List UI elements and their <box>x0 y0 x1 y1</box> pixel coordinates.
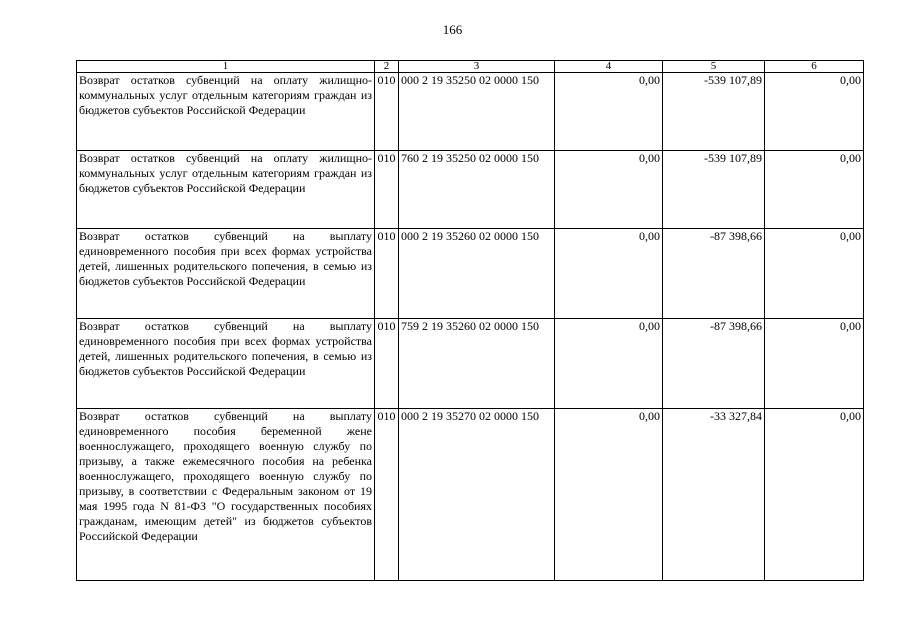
row-value-6: 0,00 <box>765 409 864 581</box>
table-row <box>77 73 864 151</box>
row-name: Возврат остатков субвенций на оплату жилищно-коммунальных услуг отдельным категориям граждан из бюджетов субъектов Российской Федерации <box>77 73 375 151</box>
row-value-5: -87 398,66 <box>663 229 765 319</box>
row-value-4: 0,00 <box>555 319 663 409</box>
header-row <box>77 61 864 73</box>
row-value-4: 0,00 <box>555 73 663 151</box>
row-code: 010 <box>375 229 399 319</box>
row-value-6: 0,00 <box>765 151 864 229</box>
row-value-5: -539 107,89 <box>663 73 765 151</box>
row-value-5: -87 398,66 <box>663 319 765 409</box>
row-kbk: 760 2 19 35250 02 0000 150 <box>399 151 555 229</box>
row-value-4: 0,00 <box>555 151 663 229</box>
column-header-6: 6 <box>765 61 864 73</box>
column-header-3: 3 <box>399 61 555 73</box>
row-name: Возврат остатков субвенций на выплату единовременного пособия при всех формах устройства детей, лишенных родительского попечения, в семью из бюджетов субъектов Российской Федерации <box>77 319 375 409</box>
row-code: 010 <box>375 151 399 229</box>
row-value-6: 0,00 <box>765 319 864 409</box>
row-name: Возврат остатков субвенций на выплату единовременного пособия беременной жене военнослужащего, проходящего военную службу по призыву, а также ежемесячного пособия на ребенка военнослужащего, проходящего военную службу по призыву, в соответствии с Федеральным законом от 19 мая 1995 года N 81-ФЗ "О государственных пособиях гражданам, имеющим детей" из бюджетов субъектов Российской Федерации <box>77 409 375 581</box>
table-row <box>77 151 864 229</box>
table-row <box>77 319 864 409</box>
row-name: Возврат остатков субвенций на выплату единовременного пособия при всех формах устройства детей, лишенных родительского попечения, в семью из бюджетов субъектов Российской Федерации <box>77 229 375 319</box>
table-row <box>77 409 864 581</box>
row-code: 010 <box>375 73 399 151</box>
row-kbk: 000 2 19 35250 02 0000 150 <box>399 73 555 151</box>
row-kbk: 000 2 19 35270 02 0000 150 <box>399 409 555 581</box>
row-kbk: 759 2 19 35260 02 0000 150 <box>399 319 555 409</box>
row-value-6: 0,00 <box>765 73 864 151</box>
row-value-4: 0,00 <box>555 409 663 581</box>
row-value-5: -33 327,84 <box>663 409 765 581</box>
row-name: Возврат остатков субвенций на оплату жилищно-коммунальных услуг отдельным категориям граждан из бюджетов субъектов Российской Федерации <box>77 151 375 229</box>
column-header-5: 5 <box>663 61 765 73</box>
table-row <box>77 229 864 319</box>
row-code: 010 <box>375 319 399 409</box>
column-header-1: 1 <box>77 61 375 73</box>
row-value-6: 0,00 <box>765 229 864 319</box>
row-code: 010 <box>375 409 399 581</box>
row-kbk: 000 2 19 35260 02 0000 150 <box>399 229 555 319</box>
row-value-5: -539 107,89 <box>663 151 765 229</box>
column-header-2: 2 <box>375 61 399 73</box>
row-value-4: 0,00 <box>555 229 663 319</box>
budget-table <box>76 60 864 581</box>
column-header-4: 4 <box>555 61 663 73</box>
page-number: 166 <box>442 22 463 37</box>
